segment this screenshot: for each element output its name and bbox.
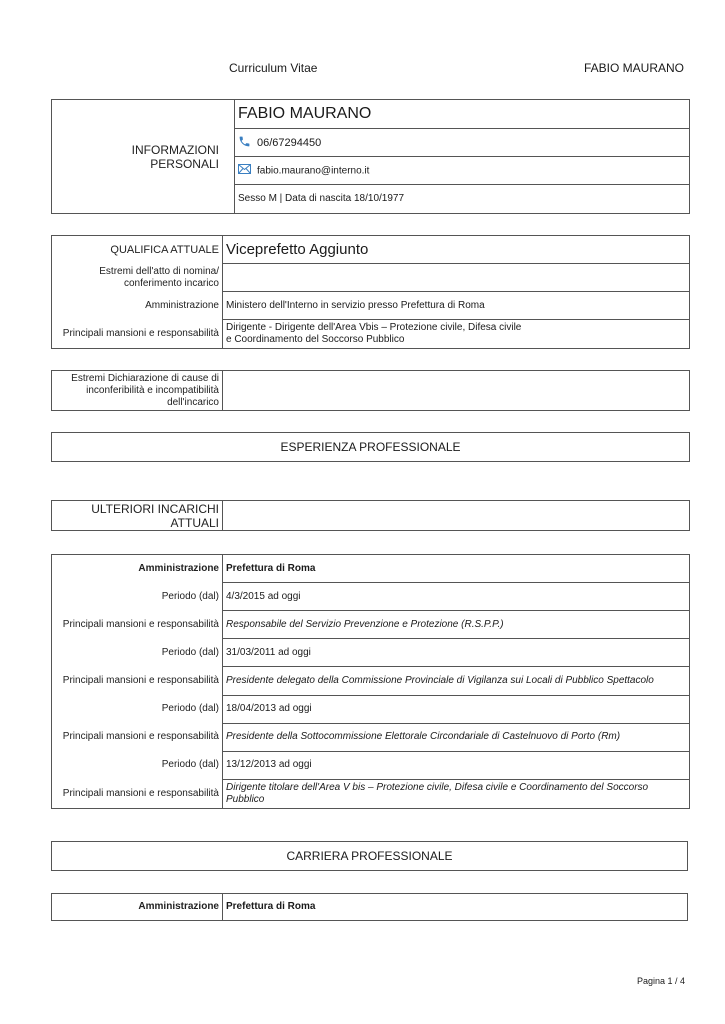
duties-label: Principali mansioni e responsabilità bbox=[52, 667, 223, 695]
career-admin-value: Prefettura di Roma bbox=[223, 894, 688, 921]
career-table bbox=[51, 893, 688, 921]
duties-label: Principali mansioni e responsabilità bbox=[52, 723, 223, 751]
period-value: 13/12/2013 ad oggi bbox=[223, 751, 690, 779]
duties-value: Responsabile del Servizio Prevenzione e Protezione (R.S.P.P.) bbox=[223, 611, 690, 639]
qualification-value: Viceprefetto Aggiunto bbox=[223, 236, 690, 264]
page-number: Pagina 1 / 4 bbox=[636, 976, 685, 986]
duties-value: Presidente della Sottocommissione Elettorale Circondariale di Castelnuovo di Porto (Rm) bbox=[223, 723, 690, 751]
document-header-right: FABIO MAURANO bbox=[583, 61, 684, 75]
duties-value: Dirigente - Dirigente dell'Area Vbis – Protezione civile, Difesa civile e Coordinamento del Soccorso Pubblico bbox=[223, 320, 690, 349]
person-name: FABIO MAURANO bbox=[235, 100, 690, 129]
phone-icon bbox=[238, 135, 251, 151]
appointment-act-value bbox=[223, 264, 690, 292]
phone-number: 06/67294450 bbox=[257, 136, 322, 149]
declaration-table bbox=[51, 370, 690, 411]
experience-admin-value: Prefettura di Roma bbox=[223, 555, 690, 583]
experience-admin-label: Amministrazione bbox=[52, 555, 223, 583]
envelope-icon bbox=[238, 164, 251, 178]
personal-info-table bbox=[51, 99, 690, 214]
period-label: Periodo (dal) bbox=[52, 695, 223, 723]
sex-birthdate: Sesso M | Data di nascita 18/10/1977 bbox=[235, 185, 690, 214]
period-value: 4/3/2015 ad oggi bbox=[223, 583, 690, 611]
career-section-title: CARRIERA PROFESSIONALE bbox=[51, 841, 688, 871]
email-address[interactable]: fabio.maurano@interno.it bbox=[257, 165, 370, 177]
declaration-label: Estremi Dichiarazione di cause di inconferibilità e incompatibilità dell'incarico bbox=[52, 371, 223, 411]
experience-table bbox=[51, 554, 690, 809]
period-label: Periodo (dal) bbox=[52, 583, 223, 611]
document-header-left: Curriculum Vitae bbox=[229, 61, 318, 75]
period-value: 18/04/2013 ad oggi bbox=[223, 695, 690, 723]
period-label: Periodo (dal) bbox=[52, 751, 223, 779]
qualification-label: QUALIFICA ATTUALE bbox=[52, 236, 223, 264]
duties-label: Principali mansioni e responsabilità bbox=[52, 320, 223, 349]
duties-value: Dirigente titolare dell'Area V bis – Protezione civile, Difesa civile e Coordinamento del Soccorso Pubblico bbox=[223, 779, 690, 808]
further-assignments-table bbox=[51, 500, 690, 531]
further-assignments-value bbox=[223, 501, 690, 531]
administration-value: Ministero dell'Interno in servizio presso Prefettura di Roma bbox=[223, 292, 690, 320]
administration-label: Amministrazione bbox=[52, 292, 223, 320]
career-admin-label: Amministrazione bbox=[52, 894, 223, 921]
duties-label: Principali mansioni e responsabilità bbox=[52, 611, 223, 639]
personal-info-label: INFORMAZIONI PERSONALI bbox=[52, 100, 235, 214]
duties-value: Presidente delegato della Commissione Provinciale di Vigilanza sui Locali di Pubblico Spettacolo bbox=[223, 667, 690, 695]
email-row bbox=[235, 157, 690, 185]
period-label: Periodo (dal) bbox=[52, 639, 223, 667]
qualification-table bbox=[51, 235, 690, 349]
phone-row bbox=[235, 129, 690, 157]
period-value: 31/03/2011 ad oggi bbox=[223, 639, 690, 667]
duties-label: Principali mansioni e responsabilità bbox=[52, 779, 223, 808]
appointment-act-label: Estremi dell'atto di nomina/ conferimento incarico bbox=[52, 264, 223, 292]
experience-section-title: ESPERIENZA PROFESSIONALE bbox=[51, 432, 690, 462]
declaration-value bbox=[223, 371, 690, 411]
further-assignments-label: ULTERIORI INCARICHI ATTUALI bbox=[52, 501, 223, 531]
